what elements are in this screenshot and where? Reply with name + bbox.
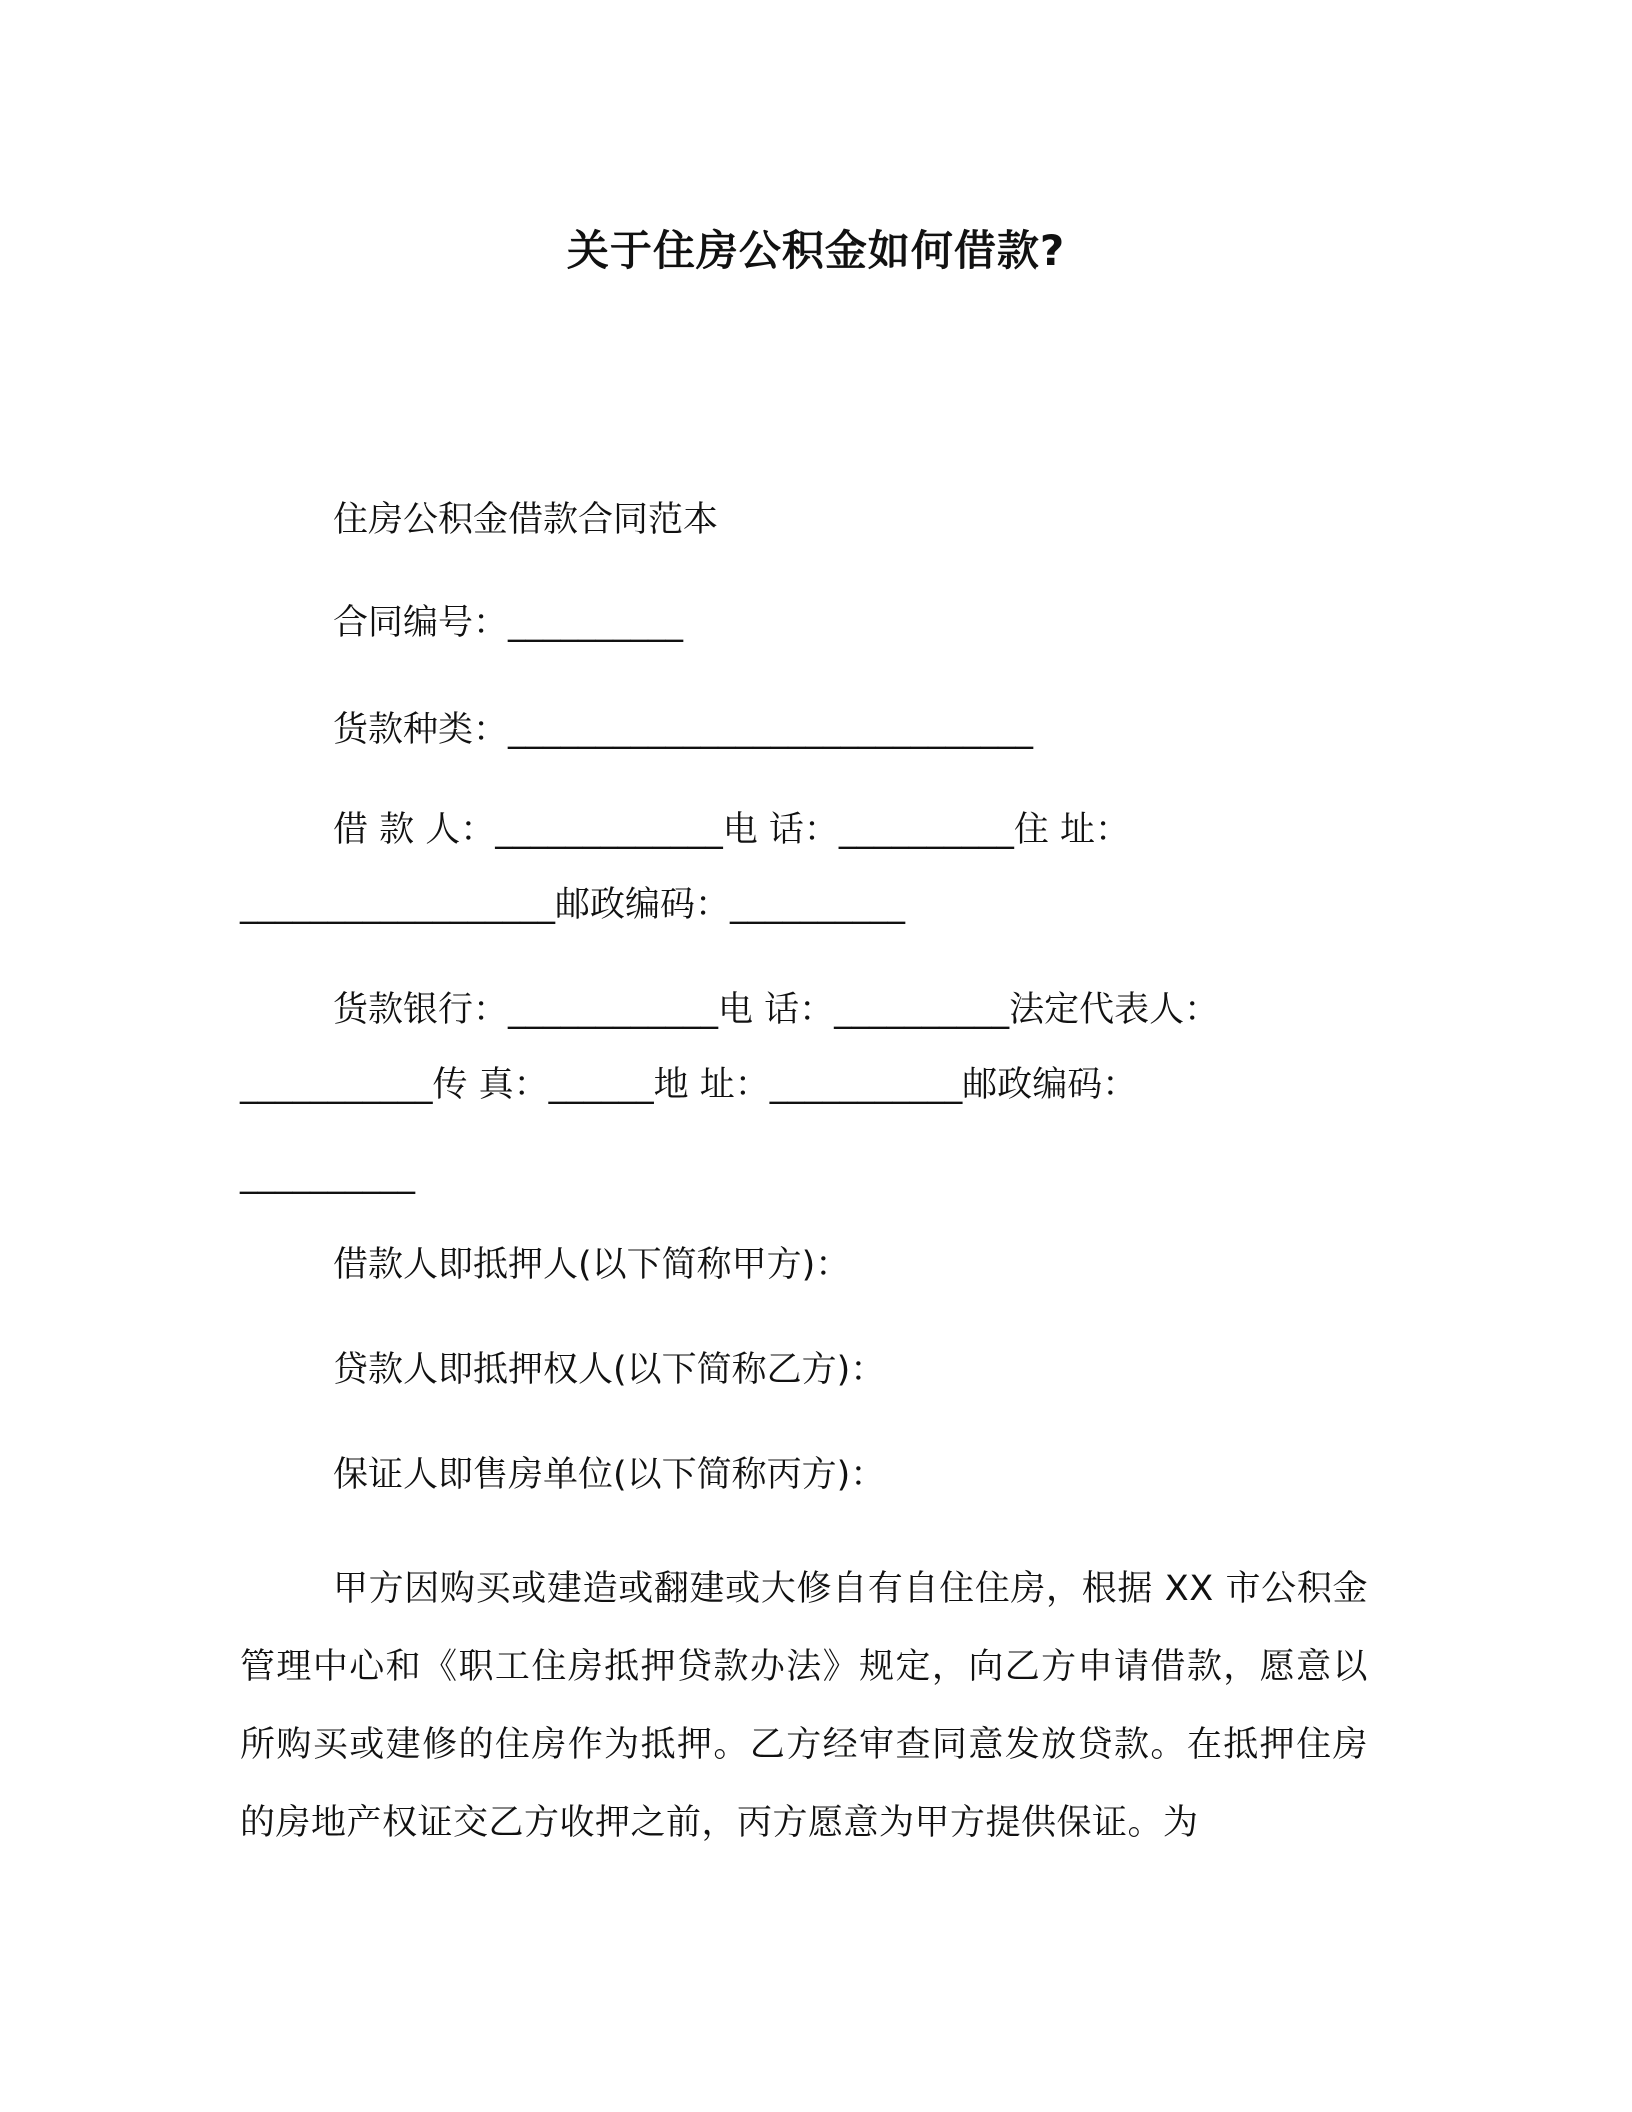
- contract-number-line: 合同编号：__________: [333, 603, 684, 643]
- document-title: 关于住房公积金如何借款?: [566, 226, 1066, 275]
- body-paragraph: 甲方因购买或建造或翻建或大修自有自住住房，根据 XX 市公积金管理中心和《职工住房抵押贷款办法》规定，向乙方申请借款，愿意以所购买或建修的住房作为抵押。乙方经审查同意发放贷款。在抵押住房的房地产权证交乙方收押之前，丙方愿意为甲方提供保证。为: [240, 1569, 1368, 1843]
- bank-postcode-line: __________: [240, 1155, 415, 1195]
- party-c-line: 保证人即售房单位(以下简称丙方)：: [333, 1455, 886, 1495]
- party-a-line: 借款人即抵押人(以下简称甲方)：: [333, 1245, 851, 1285]
- party-b-line: 贷款人即抵押权人(以下简称乙方)：: [333, 1350, 886, 1390]
- loan-type-line: 货款种类：______________________________: [333, 710, 1034, 750]
- bank-fax-address-line: ___________传 真：______地 址：___________邮政编码：: [240, 1065, 1138, 1105]
- borrower-address-line: __________________邮政编码：__________: [240, 885, 906, 925]
- contract-heading: 住房公积金借款合同范本: [333, 500, 719, 540]
- borrower-line: 借 款 人：_____________电 话：__________住 址：: [333, 810, 1131, 850]
- lending-bank-line: 货款银行：____________电 话：__________法定代表人：: [333, 990, 1220, 1030]
